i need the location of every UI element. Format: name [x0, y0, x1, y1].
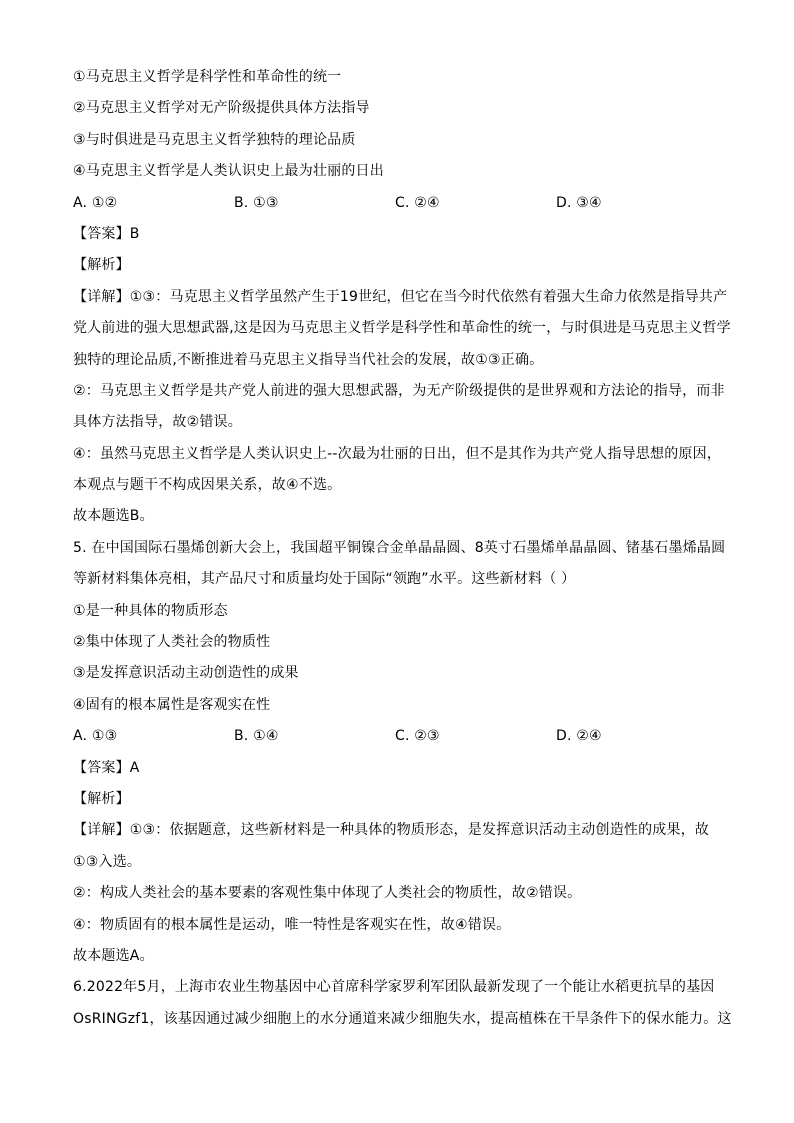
q4-analysis-label: 【解析】: [73, 257, 130, 274]
q4-detail-line: 独特的理论品质,不断推进着马克思主义指导当代社会的发展，故①③正确。: [73, 351, 544, 368]
q4-detail-line: 党人前进的强大思想武器,这是因为马克思主义哲学是科学性和革命性的统一，与时俱进是马克思主义哲学: [73, 320, 731, 337]
q6-stem-line: 6.2022年5月，上海市农业生物基因中心首席科学家罗利军团队最新发现了一个能让水稻更抗旱的基因: [73, 979, 715, 996]
q5-detail-line: 【详解】①③：依据题意，这些新材料是一种具体的物质形态，是发挥意识活动主动创造性的成果，故: [73, 822, 710, 839]
q4-statement-3: ③与时俱进是马克思主义哲学独特的理论品质: [73, 131, 356, 148]
q5-detail-line: ④：物质固有的根本属性是运动，唯一特性是客观实在性，故④错误。: [73, 916, 511, 933]
q5-stem-line: 等新材料集体亮相，其产品尺寸和质量均处于国际“领跑”水平。这些新材料（ ）: [73, 571, 576, 588]
q5-detail-line: ①③入选。: [73, 853, 142, 870]
q5-options: [73, 721, 723, 752]
q4-statement-4: ④马克思主义哲学是人类认识史上最为壮丽的日出: [73, 163, 384, 180]
q5-detail-line: ②：构成人类社会的基本要素的客观性集中体现了人类社会的物质性，故②错误。: [73, 885, 582, 902]
q4-statement-2: ②马克思主义哲学对无产阶级提供具体方法指导: [73, 100, 370, 117]
q4-detail-line: ④：虽然马克思主义哲学是人类认识史上--次最为壮丽的日出，但不是其作为共产党人指导思想的原因，: [73, 445, 722, 462]
q4-detail-line: 【详解】①③：马克思主义哲学虽然产生于19世纪，但它在当今时代依然有着强大生命力依然是指导共产: [73, 288, 728, 305]
q5-statement-4: ④固有的根本属性是客观实在性: [73, 696, 271, 713]
q4-option-c: C. ②④: [395, 194, 440, 211]
q4-detail-line: ②：马克思主义哲学是共产党人前进的强大思想武器，为无产阶级提供的是世界观和方法论的指导，而非: [73, 382, 725, 399]
q6-stem-line: OsRINGzf1，该基因通过减少细胞上的水分通道来减少细胞失水，提高植株在干旱条件下的保水能力。这: [73, 1010, 732, 1027]
q5-statement-1: ①是一种具体的物质形态: [73, 602, 228, 619]
q5-statement-3: ③是发挥意识活动主动创造性的成果: [73, 665, 299, 682]
q4-options: [73, 188, 723, 219]
q4-conclusion: 故本题选B。: [73, 508, 154, 525]
q4-option-b: B. ①③: [234, 194, 279, 211]
q5-conclusion: 故本题选A。: [73, 947, 154, 964]
q4-detail-line: 具体方法指导，故②错误。: [73, 414, 242, 431]
q5-option-c: C. ②③: [395, 728, 440, 745]
q5-statement-2: ②集中体现了人类社会的物质性: [73, 634, 271, 651]
q5-option-a: A. ①③: [73, 728, 118, 745]
q5-option-b: B. ①④: [234, 728, 279, 745]
q4-option-d: D. ③④: [556, 194, 602, 211]
q5-option-d: D. ②④: [556, 728, 602, 745]
q4-detail-line: 本观点与题干不构成因果关系，故④不选。: [73, 477, 342, 494]
document-page: [73, 62, 732, 1035]
q5-stem-line: 5. 在中国国际石墨烯创新大会上，我国超平铜镍合金单晶晶圆、8英寸石墨烯单晶晶圆、锗基石墨烯晶圆: [73, 539, 726, 556]
q4-answer: 【答案】B: [73, 225, 140, 242]
q4-option-a: A. ①②: [73, 194, 118, 211]
q5-answer: 【答案】A: [73, 759, 140, 776]
q4-statement-1: ①马克思主义哲学是科学性和革命性的统一: [73, 69, 342, 85]
q5-analysis-label: 【解析】: [73, 790, 130, 807]
